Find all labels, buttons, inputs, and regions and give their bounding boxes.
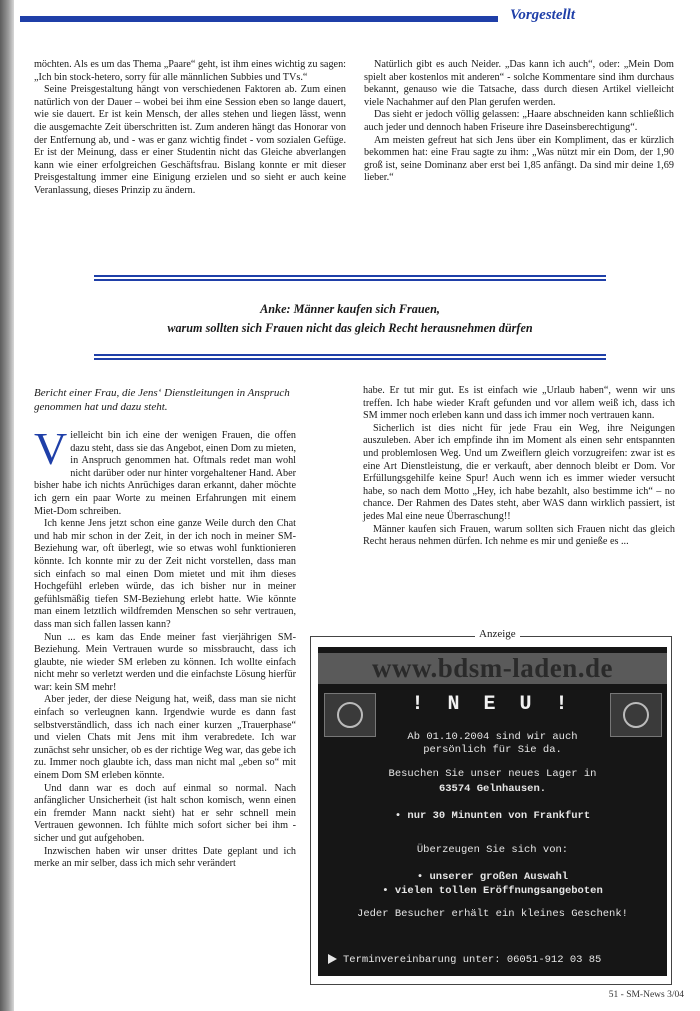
ad-bullet: • nur 30 Minunten von Frankfurt xyxy=(394,810,591,822)
article-column-top-left xyxy=(34,59,346,198)
paragraph: Und dann war es doch auf einmal so normal. Nach anfänglicher Unsicherheit (ist halt schon komisch, wenn einen ein fremder Mann nackt sieht) hat er sehr schnell mein Vertrauen gewonnen. Ich fühlte mich sofort sicher bei ihm - sicher und gut aufgehoben. xyxy=(34,782,296,844)
article-column-bottom-left xyxy=(34,423,297,871)
page-spine-shadow xyxy=(0,0,14,1011)
headline-line-1: Anke: Männer kaufen sich Frauen, xyxy=(260,302,440,316)
header-rule xyxy=(20,16,498,22)
ad-bullet: • unserer großen Auswahl xyxy=(416,871,569,883)
article-column-top-right xyxy=(364,59,674,185)
paragraph: Seine Preisgestaltung hängt von verschiedenen Faktoren ab. Zum einen natürlich von der Dauer – wobei bei ihm eine Session eben so lange dauert, wie sie dauert. Er ist kein Mensch, der alles stehen und liegen lässt, wenn die ausgemachte Zeit überschritten ist. Zum anderen hängt das Honorar von der Entfernung ab, und - was er ganz wichtig findet - vom sozialen Gefüge. Er ist der Meinung, dass er einer Studentin nicht das Gleiche abverlangen kann wie einer erfolgreichen Geschäftsfrau. Bislang konnte er mit dieser Preisgestaltung immer eine Einigung erzielen und so sieht er auch keine Veranlassung, dieses Prinzip zu ändern. xyxy=(34,84,346,196)
first-paragraph-text: ielleicht bin ich eine der wenigen Frauen, die offen dazu steht, dass sie das Angebot, einen Dom zu mieten, in Anspruch genommen hat. Oftmals redet man wohl nicht darüber oder nur hinter vorgehaltener Hand. Aber bisher habe ich nichts Anrüchiges daran erkannt, daher möchte ich gern ein paar Worte zu meinen Erfahrungen mit einem Miet-Dom schreiben. xyxy=(34,430,297,517)
ad-line: persönlich für Sie da. xyxy=(423,744,562,756)
paragraph: Ich kenne Jens jetzt schon eine ganze Weile durch den Chat und hab mir schon in der Zeit, in der ich noch in meiner SM-Beziehung war, oft überlegt, wie so etwas wohl funktionieren könnte. Ich konnte mir zu der Zeit nicht vorstellen, dass man sich einfach so mal einen Dom mietet und mit ihm dieses Hochgefühl erleben würde, das ich bisher nur in meiner gefühlsmäßig tiefen SM-Beziehung erlebt hatte. Wie könnte man einem letztlich wildfremden Menschen so sehr vertrauen, dass man sich fallen lassen kann? xyxy=(34,518,296,630)
ad-line: Jeder Besucher erhält ein kleines Geschenk! xyxy=(357,908,628,920)
paragraph: Natürlich gibt es auch Neider. „Das kann ich auch“, oder: „Mein Dom spielt aber kostenlos mit anderen“ - solche Kommentare sind ihm durchaus bekannt, genauso wie die Tatsache, dass durch diesen Artikel vielleicht viele Nachahmer auf den Plan gerufen werden. xyxy=(364,59,674,108)
ad-bullet: • vielen tollen Eröffnungsangeboten xyxy=(382,885,603,897)
article-column-bottom-right xyxy=(363,385,675,549)
ad-line: Überzeugen Sie sich von: xyxy=(416,844,569,856)
paragraph: Am meisten gefreut hat sich Jens über ein Kompliment, das er kürzlich bekommen hat: eine Frau sagte zu ihm: „Was nützt mir ein Dom, der 1,90 groß ist, seine Dominanz aber erst bei 1,85 anfängt. Da sind mir deine 1,69 lieber.“ xyxy=(364,134,674,184)
paragraph: Nun ... es kam das Ende meiner fast vierjährigen SM-Beziehung. Mein Vertrauen wurde so missbraucht, dass ich glaubte, nie wieder SM erleben zu können. Ich wollte einfach nicht mehr so verletzt werden und die einfachste Lösung hierfür war: kein SM mehr! xyxy=(34,631,296,693)
paragraph xyxy=(34,423,297,518)
ad-address: 63574 Gelnhausen. xyxy=(438,783,547,795)
article-headline xyxy=(60,300,640,338)
page-footer: 51 - SM-News 3/04 xyxy=(608,990,684,1000)
paragraph: Aber jeder, der diese Neigung hat, weiß, dass man sie nicht einfach so verleugnen kann. Irgendwie wurde es dann fast selbstverständlich, dass ich nach einer kurzen „Trauerphase“ und vielen Chats mit Jens mit ihm verabredete. Ich war zunächst sehr unsicher, ob es der richtige Weg war, das gebe ich zu. Immer noch glaubte ich, dass man nicht mal „eben so“ mit einem Dom SM erleben könnte. xyxy=(34,694,296,782)
section-title: Vorgestellt xyxy=(510,7,576,23)
headline-line-2: warum sollten sich Frauen nicht das gleich Recht herausnehmen dürfen xyxy=(167,321,533,335)
paragraph: Sicherlich ist dies nicht für jede Frau ein Weg, ihre Neigungen auszuleben. Aber ich empfinde ihn im Moment als einen sehr entspannten und problemlosen Weg. Und um Zweiflern gleich vorzugreifen: zwar ist es eine Art Dienstleistung, die er verkauft, aber dennoch bleibt er Dom. Vor Erfüllungsgehilfe keine Spur! Auch wenn ich es immer wieder versucht habe, so nach dem Motto „Hey, ich habe bezahlt, also bestimme ich“ – no chance. Der Rahmen des Dates steht, aber WAS dann wirklich passiert, ist jedes Mal eine neue Überraschung!! xyxy=(363,422,675,522)
ad-neu-heading: ! N E U ! xyxy=(411,693,574,716)
drop-cap: V xyxy=(34,423,68,474)
ad-url[interactable]: www.bdsm-laden.de xyxy=(318,653,667,684)
article-lead: Bericht einer Frau, die Jens‘ Dienstleitungen in Anspruch genommen hat und dazu steht. xyxy=(34,387,290,413)
ad-line: Ab 01.10.2004 sind wir auch xyxy=(407,731,578,743)
headline-rule-top xyxy=(94,275,606,281)
paragraph: möchten. Als es um das Thema „Paare“ geht, ist ihm eines wichtig zu sagen: „Ich bin stock-hetero, sorry für alle männlichen Subbies und TVs.“ xyxy=(34,59,346,83)
ad-phone xyxy=(328,954,601,966)
ad-line: Besuchen Sie unser neues Lager in xyxy=(388,768,597,780)
paragraph: Inzwischen haben wir unser drittes Date geplant und ich merke an mir selber, dass ich mich sehr verändert xyxy=(34,845,296,870)
advertisement[interactable] xyxy=(318,647,667,976)
arrow-right-icon xyxy=(328,954,337,964)
paragraph: Das sieht er jedoch völlig gelassen: „Haare abschneiden kann schließlich auch jeder und dennoch haben Friseure ihre Daseinsberechtigung“. xyxy=(364,109,674,133)
ad-phone-text: Terminvereinbarung unter: 06051-912 03 85 xyxy=(343,954,602,966)
paragraph: Männer kaufen sich Frauen, warum sollten sich Frauen nicht das gleich Recht heraus nehmen dürfen. Ich nehme es mir und genieße es ... xyxy=(363,523,675,548)
ad-label: Anzeige xyxy=(475,628,520,640)
headline-rule-bottom xyxy=(94,354,606,360)
paragraph: habe. Er tut mir gut. Es ist einfach wie „Urlaub haben“, wenn wir uns treffen. Ich habe wieder Kraft gefunden und vor allem weiß ich, dass ich SM immer noch erleben kann und dass ich immer noch vertrauen kann. xyxy=(363,385,675,422)
